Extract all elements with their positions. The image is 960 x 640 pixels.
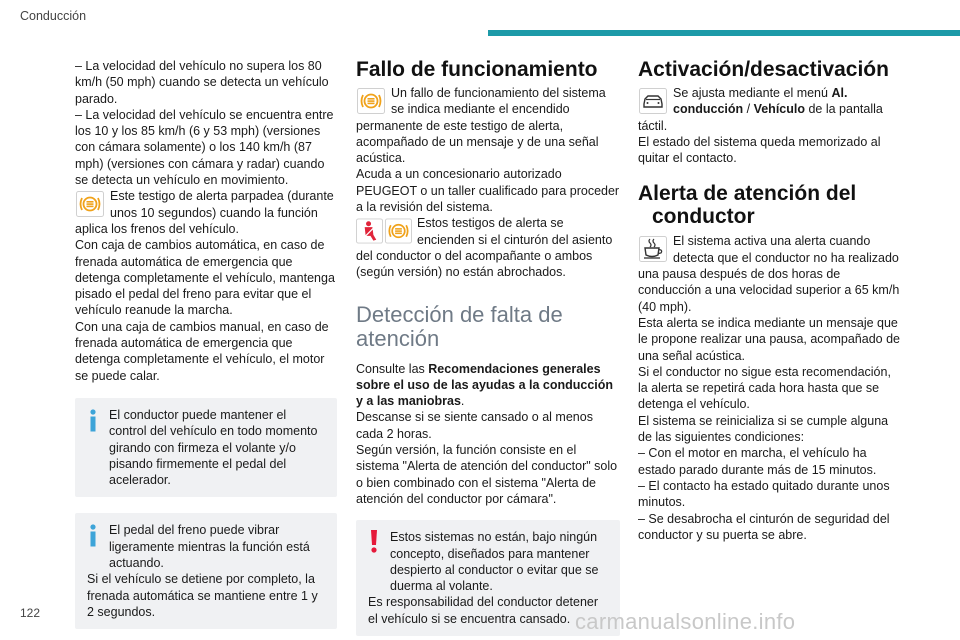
automatic-gearbox-text: Con caja de cambios automática, en caso de frenada automática de emergencia que detenga completamente el vehículo, mantenga pisado el pedal del freno para evitar que el vehículo reanude la marcha. xyxy=(75,238,335,318)
memorized-text: El estado del sistema queda memorizado al quitar el contacto. xyxy=(638,134,881,166)
column-2 xyxy=(356,58,620,636)
watermark: carmanualsonline.info xyxy=(575,609,796,634)
info-icon xyxy=(87,409,99,433)
coffee-cup-icon xyxy=(638,235,668,263)
info-note-control: El conductor puede mantener el control del vehículo en todo momento girando con firmeza el volante y/o pisando firmemente el pedal del acelerador. xyxy=(75,398,337,497)
warning-exclamation-icon xyxy=(368,530,380,554)
consult-text: Consulte las Recomendaciones generales sobre el uso de las ayudas a la conducción y a las maniobras. xyxy=(356,361,614,409)
brake-assist-warning-icon xyxy=(75,190,105,218)
column-1 xyxy=(75,58,337,629)
brake-warning-paragraph: Este testigo de alerta parpadea (durante unos 10 segundos) cuando la función aplica los frenos del vehículo. xyxy=(75,189,334,236)
info-note-brake-pedal: El pedal del freno puede vibrar ligeramente mientras la función está actuando. Si el vehículo se detiene por completo, la frenada automática se mantiene entre 1 y 2 segundos. xyxy=(75,513,337,629)
dealer-text: Acuda a un concesionario autorizado PEUGEOT o un taller cualificado para proceder a la revisión del sistema. xyxy=(356,167,620,215)
info-icon xyxy=(87,524,99,548)
brake-assist-warning-icon xyxy=(356,87,386,115)
section-label: Conducción xyxy=(20,9,87,23)
heading-activacion: Activación/desactivación xyxy=(638,58,889,81)
page-number: 122 xyxy=(20,606,41,620)
reset-text: El sistema se reinicializa si se cumple alguna de las siguientes condiciones: xyxy=(638,413,889,445)
reset-condition-3: – Se desabrocha el cinturón de seguridad del conductor y su puerta se abre. xyxy=(638,511,890,542)
fault-paragraph: Un fallo de funcionamiento del sistema se indica mediante el encendido permanente de este testigo de alerta, acompañado de un mensaje y de una señal acústica. xyxy=(356,86,606,166)
heading-fallo: Fallo de funcionamiento xyxy=(356,58,598,81)
car-icon xyxy=(638,87,668,115)
warning-note: Estos sistemas no están, bajo ningún concepto, diseñados para mantener despierto al conductor o evitar que se duerma al volante. Es responsabilidad del conductor detener el vehículo si se encuentra cansado. xyxy=(356,520,620,636)
heading-alerta: Alerta de atención del conductor xyxy=(638,182,857,229)
header-accent-bar xyxy=(488,30,960,36)
column-3 xyxy=(638,58,903,543)
reset-condition-2: – El contacto ha estado quitado durante unos minutos. xyxy=(638,478,890,510)
alert-paragraph: El sistema activa una alerta cuando detecta que el conductor no ha realizado una pausa después de dos horas de conducción a una velocidad superior a 65 km/h (40 mph). xyxy=(638,234,900,314)
heading-deteccion: Detección de falta de atención xyxy=(356,301,563,351)
menu-paragraph: Se ajusta mediante el menú Al. conducción / Vehículo de la pantalla táctil. xyxy=(638,86,883,133)
version-text: Según versión, la función consiste en el sistema "Alerta de atención del conductor" solo o bien combinado con el sistema "Alerta de atención del conductor por cámara". xyxy=(356,443,618,506)
indicated-text: Esta alerta se indica mediante un mensaje que le propone realizar una pausa, acompañado de una señal acústica. xyxy=(638,315,900,363)
manual-gearbox-text: Con una caja de cambios manual, en caso de frenada automática de emergencia que detenga completamente el vehículo, el motor se puede calar. xyxy=(75,319,329,383)
condition-moving-vehicle: – La velocidad del vehículo se encuentra entre los 10 y los 85 km/h (6 y 53 mph) (versiones con cámara solamente) o los 140 km/h (87 mph) (versiones con cámara y radar) cuando se detecta un vehículo en movimiento. xyxy=(75,107,334,188)
repeat-text: Si el conductor no sigue esta recomendación, la alerta se repetirá cada hora hasta que se detenga el vehículo. xyxy=(638,364,891,412)
reset-condition-1: – Con el motor en marcha, el vehículo ha estado parado durante más de 15 minutos. xyxy=(638,446,877,477)
seatbelt-paragraph: Estos testigos de alerta se encienden si el cinturón del asiento del conductor o del acompañante o ambos (según versión) no están abrochados. xyxy=(356,216,613,280)
condition-stopped-vehicle: – La velocidad del vehículo no supera los 80 km/h (50 mph) cuando se detecta un vehículo parado. xyxy=(75,59,329,106)
seatbelt-warning-icons xyxy=(356,217,412,245)
rest-text: Descanse si se siente cansado o al menos cada 2 horas. xyxy=(356,410,593,441)
